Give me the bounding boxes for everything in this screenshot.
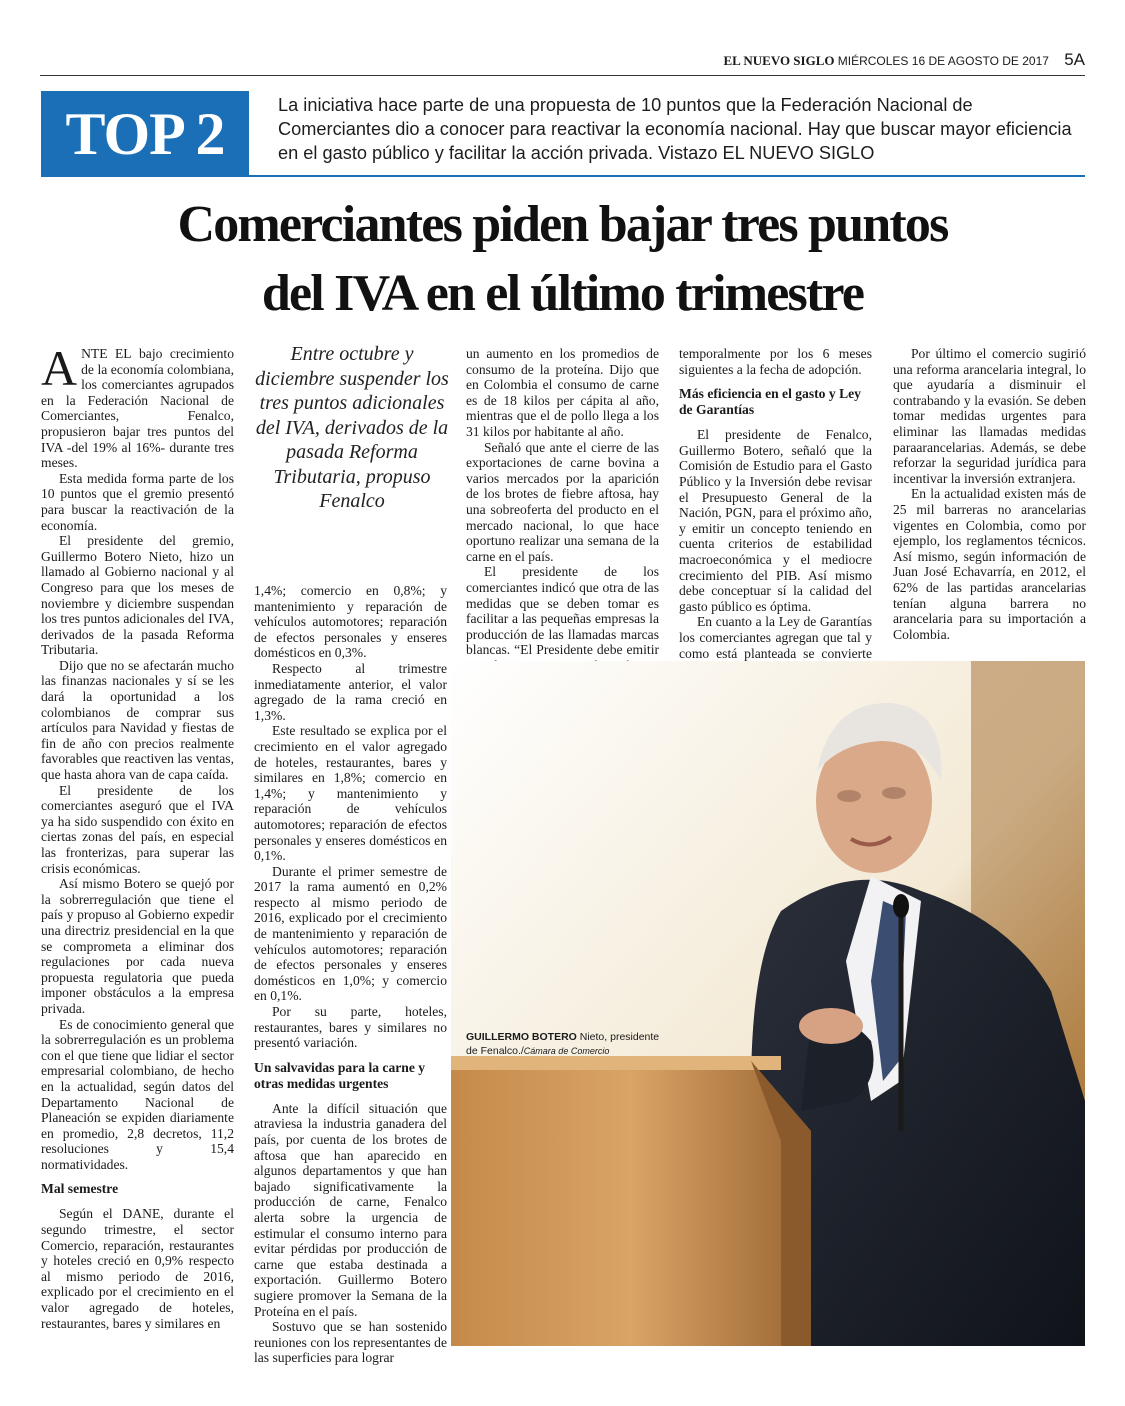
paragraph: temporalmente por los 6 meses siguientes a la fecha de adopción. — [679, 346, 872, 377]
pull-quote: Entre octubre y diciembre suspender los tres puntos adicionales del IVA, derivados de la pasada Reforma Tributaria, propuso Fenalco — [255, 343, 449, 512]
paragraph: El presidente de los comerciantes indicó que otra de las medidas que se deben tomar es facilitar a las pequeñas empresas la producción de las llamadas marcas blancas. “El Presidente debe emitir — [466, 564, 659, 658]
paragraph: Este resultado se explica por el crecimiento en el valor agregado de hoteles, restaurantes, bares y similares en 1,8%; comercio en 1,4%; y mantenimiento y reparación de vehículos automotores; reparación de efectos personales y enseres domésticos en 0,1%. — [254, 723, 447, 864]
paragraph: Según el DANE, durante el segundo trimestre, el sector Comercio, reparación, restaurantes y hoteles creció en 0,9% respecto al mismo periodo de 2016, explicado por el crecimiento en el valor agregado de hoteles, restaurantes, bares y similares en — [41, 1206, 234, 1331]
subhead-eficiencia: Más eficiencia en el gasto y Ley de Garantías — [679, 386, 861, 418]
subhead-mal-semestre: Mal semestre — [41, 1181, 119, 1197]
article-column-5 — [893, 346, 1086, 642]
caption-name: GUILLERMO BOTERO — [466, 1031, 577, 1043]
speaker-illustration — [451, 661, 1085, 1346]
paragraph: Respecto al trimestre inmediatamente anterior, el valor agregado de la rama creció en 1,3%. — [254, 660, 447, 723]
paragraph: Por último el comercio sugirió una reforma arancelaria integral, lo que ayudaría a disminuir el contrabando y la evasión. Se deben tomar medidas urgentes para eliminar las llamadas medidas paraarancelarias. Además, se debe reforzar la seguridad jurídica para incentivar la inversión extranjera. — [893, 346, 1086, 486]
lead-caps: NTE EL — [81, 346, 132, 361]
speaker-photo — [451, 661, 1085, 1346]
paragraph: Esta medida forma parte de los 10 puntos que el gremio presentó para buscar la reactivación de la economía. — [41, 470, 234, 533]
lead-text: bajo crecimiento de la economía colombiana, los comerciantes agrupados en la Federación Nacional de Comerciantes, Fenalco, propusieron bajar tres puntos del IVA -del 19% al 16%- durante tres meses. — [41, 346, 234, 471]
paragraph: En la actualidad existen más de 25 mil barreras no arancelarias vigentes en Colombia, como por ejemplo, los reglamentos técnicos. Así mismo, según información de Juan José Echavarría, en 2012, el 62% de las partidas arancelarias tenían alguna barrera no arancelaria para su importación a Colombia. — [893, 486, 1086, 642]
photo-credit: Cámara de Comercio — [523, 1046, 610, 1056]
headline — [40, 190, 1085, 328]
paragraph: un aumento en los promedios de consumo de la proteína. Dijo que en Colombia el consumo de carne es de 18 kilos per cápita al año, mientras que el de pollo llega a los 31 kilos por habitante al año. — [466, 346, 659, 439]
paragraph: Es de conocimiento general que la sobrerregulación es un problema con el que tiene que lidiar el sector empresarial colombiano, de hecho en la actualidad, según datos del Departamento Nacional de Planeación se expiden diariamente en promedio, 2,8 decretos, 11,2 resoluciones y 15,4 normatividades. — [41, 1016, 234, 1172]
paragraph: Dijo que no se afectarán mucho las finanzas nacionales y sí se les dará la oportunidad a los colombianos de comprar sus artículos para Navidad y fiestas de fin de año con precios realmente favorables que reactiven las ventas, que hasta ahora van de capa caída. — [41, 657, 234, 783]
paragraph: Señaló que ante el cierre de las exportaciones de carne bovina a varios mercados por la aparición de los brotes de fiebre aftosa, hay una sobreoferta del producto en el mercado nacional, lo que hace oportuno realizar una semana de la carne en el país. — [466, 439, 659, 564]
headline-line-1: Comerciantes piden bajar tres puntos — [177, 196, 948, 253]
paragraph: Ante la difícil situación que atraviesa la industria ganadera del país, por cuenta de los brotes de aftosa que han aparecido en algunos departamentos y que han bajado significativamente la producción de carne, Fenalco alerta sobre la urgencia de estimular el consumo interno para evitar pérdidas por producción de carne que estaba destinada a exportación. Guillermo Botero sugiere promover la Semana de la Proteína en el país. — [254, 1100, 447, 1319]
article-column-1 — [41, 340, 234, 1331]
paragraph: En cuanto a la Ley de Garantías los comerciantes agregan que tal y como está planteada se convierte — [679, 614, 872, 661]
deck-summary: La iniciativa hace parte de una propuesta de 10 puntos que la Federación Nacional de Comerciantes dio a conocer para reactivar la economía nacional. Hay que buscar mayor eficiencia en el gasto público y facilitar la acción privada. Vistazo EL NUEVO SIGLO — [278, 95, 1072, 163]
paragraph: El presidente de Fenalco, Guillermo Botero, señaló que la Comisión de Estudio para el Gasto Público y la Inversión debe revisar el Presupuesto General de la Nación, PGN, para el próximo año, y emitir un concepto teniendo en cuenta criterios de estabilidad macroeconómica y el mediocre crecimiento del PIB. Así mismo debe conceptuar sí la calidad del gasto público es óptima. — [679, 427, 872, 614]
article-column-2 — [254, 583, 447, 1366]
section-label: TOP 2 — [41, 91, 249, 177]
photo-caption — [466, 1030, 666, 1058]
page-number: 5A — [1064, 50, 1085, 69]
issue-date: MIÉRCOLES 16 DE AGOSTO DE 2017 — [837, 54, 1049, 68]
drop-cap: A — [41, 340, 78, 396]
paragraph: El presidente del gremio, Guillermo Botero Nieto, hizo un llamado al Gobierno nacional y al Congreso para que los meses de noviembre y diciembre suspendan los tres puntos adicionales del IVA, derivados de la pasada Reforma Tributaria. — [41, 533, 234, 658]
lead-paragraph — [41, 340, 234, 471]
paragraph: Así mismo Botero se quejó por la sobrerregulación que tiene el país y propuso al Gobierno expedir una directriz presidencial en la que se comprometa a eliminar dos regulaciones por cada nueva propuesta regulatoria que pueda imponer obstáculos a la empresa privada. — [41, 876, 234, 1016]
page-folio — [40, 50, 1085, 76]
headline-line-2: del IVA en el último trimestre — [261, 265, 864, 322]
caption-text: Nieto, presidente de Fenalco./ — [466, 1031, 660, 1057]
paragraph: El presidente de los comerciantes aseguró que el IVA ya ha sido suspendido con éxito en ciertas zonas del país, en especial las fronterizas, para superar las crisis económicas. — [41, 782, 234, 876]
paragraph: Durante el primer semestre de 2017 la rama aumentó en 0,2% respecto al mismo periodo de 2016, explicado por el crecimiento de mantenimiento y reparación de vehículos automotores; reparación de efectos personales y enseres domésticos en 1,0%; y comercio en 0,1%. — [254, 863, 447, 1004]
paragraph: 1,4%; comercio en 0,8%; y mantenimiento y reparación de vehículos automotores; reparación de efectos personales y enseres domésticos en 0,3%. — [254, 583, 447, 661]
paragraph: Sostuvo que se han sostenido reuniones con los representantes de las superficies para lograr — [254, 1319, 447, 1366]
newspaper-name: EL NUEVO SIGLO — [723, 53, 835, 68]
paragraph: Por su parte, hoteles, restaurantes, bares y similares no presentó variación. — [254, 1004, 447, 1051]
folio-rule — [40, 75, 1085, 76]
subhead-salvavidas: Un salvavidas para la carne y otras medidas urgentes — [254, 1059, 426, 1091]
section-rule — [41, 175, 1085, 177]
